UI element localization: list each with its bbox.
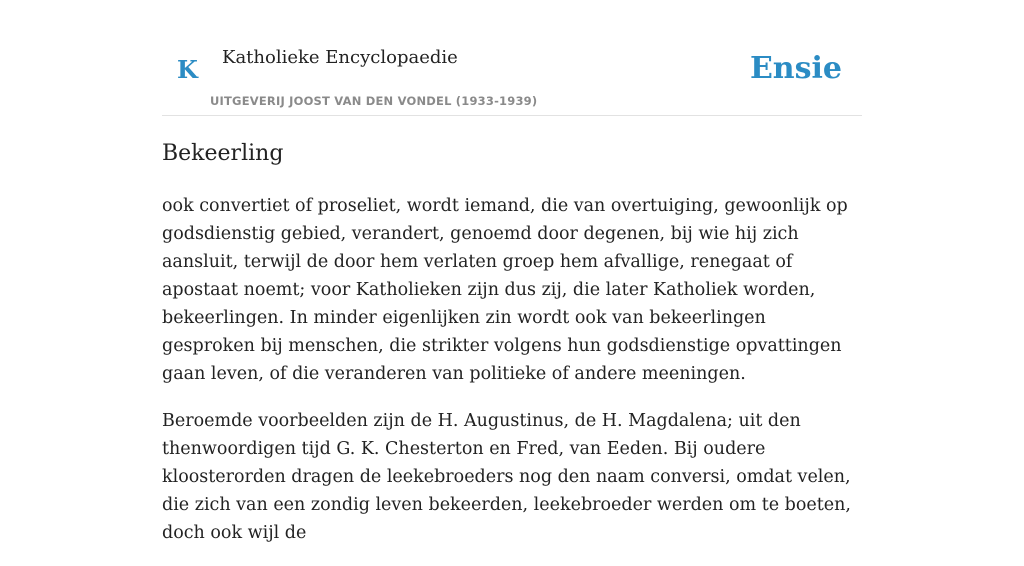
content-container [162, 0, 862, 543]
entry-paragraph-1: ook convertiet of proseliet, wordt iemand, die van overtuiging, gewoonlijk op godsdienstig gebied, verandert, genoemd door degenen, bij wie hij zich aansluit, terwijl de door hem verlaten groep hem afvallige, renegaat of apostaat noemt; voor Katholieken zijn dus zij, die later Katholiek worden, bekeerlingen. In minder eigenlijken zin wordt ook van bekeerlingen gesproken bij menschen, die strikter volgens hun godsdienstige opvattingen gaan leven, of die veranderen van politieke of andere meeningen. [162, 196, 848, 384]
book-title-link[interactable]: Katholieke Encyclopaedie [222, 47, 458, 68]
entry-title: Bekeerling [162, 141, 284, 166]
ensie-brand-logo[interactable]: Ensie [749, 51, 842, 86]
publisher-label: UITGEVERIJ JOOST VAN DEN VONDEL (1933-1939) [210, 94, 538, 108]
site-header [162, 0, 862, 116]
entry-paragraph-2: Beroemde voorbeelden zijn de H. Augustinus, de H. Magdalena; uit den thenwoordigen tijd G. K. Chesterton en Fred, van Eeden. Bij oudere kloosterorden dragen de leekebroeders nog den naam conversi, omdat velen, die zich van een zondig leven bekeerden, leekebroeder werden om te boeten, doch ook wijl de [162, 411, 851, 543]
entry-body [162, 192, 862, 566]
encyclopedia-logo-icon[interactable]: K [177, 55, 198, 84]
